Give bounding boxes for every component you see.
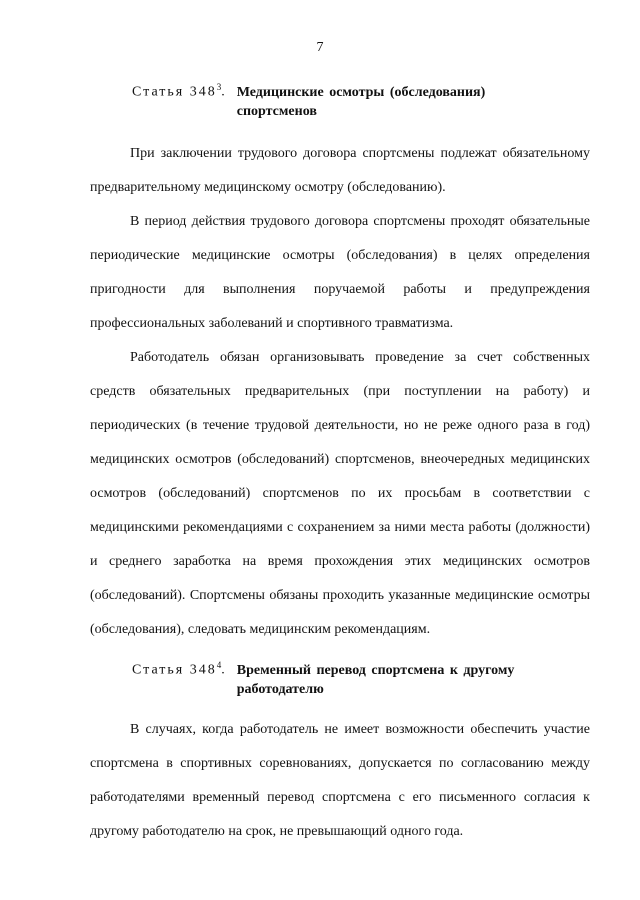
article-paragraph: В случаях, когда работодатель не имеет возможности обеспечить участие спортсмена в спортивных соревнованиях, допускается по согласованию между работодателями временный перевод спортсмена с его письменного согласия к другому работодателю на срок, не превышающий одного года. — [90, 721, 590, 839]
article-word: Статья — [132, 84, 185, 100]
article-heading — [90, 656, 590, 699]
article-heading — [90, 78, 590, 121]
article-title: Медицинские осмотры (обследования) спортсменов — [236, 84, 486, 119]
article-word: Статья — [132, 662, 185, 678]
article-label: Статья $348^4$. — [132, 660, 227, 678]
article-superscript: 4 — [216, 660, 222, 670]
article-body — [90, 713, 590, 849]
article-348-3 — [90, 78, 590, 647]
article-body — [90, 137, 590, 647]
article-number: 348 — [189, 662, 217, 678]
article-348-4 — [90, 656, 590, 849]
article-label: Статья $348^3$. — [132, 82, 227, 100]
article-paragraph: В период действия трудового договора спортсмены проходят обязательные периодические медицинские осмотры (обследования) в целях определения пригодности для выполнения поручаемой работы и предупреждения профессиональных заболеваний и спортивного травматизма. — [90, 213, 590, 331]
article-superscript: 3 — [216, 82, 222, 92]
article-number: 348 — [189, 84, 217, 100]
article-title: Временный перевод спортсмена к другому работодателю — [236, 662, 515, 697]
page-number: 7 — [316, 40, 324, 55]
article-paragraph: При заключении трудового договора спортсмены подлежат обязательному предварительному медицинскому осмотру (обследованию). — [90, 145, 590, 195]
article-paragraph: Работодатель обязан организовывать проведение за счет собственных средств обязательных предварительных (при поступлении на работу) и периодических (в течение трудовой деятельности, но не реже одного раза в год) медицинских осмотров (обследований) спортсменов, внеочередных медицинских осмотров (обследований) спортсменов по их просьбам в соответствии с медицинскими рекомендациями с сохранением за ними места работы (должности) и среднего заработка на время прохождения этих медицинских осмотров (обследований). Спортсмены обязаны проходить указанные медицинские осмотры (обследования), следовать медицинским рекомендациям. — [90, 349, 590, 637]
